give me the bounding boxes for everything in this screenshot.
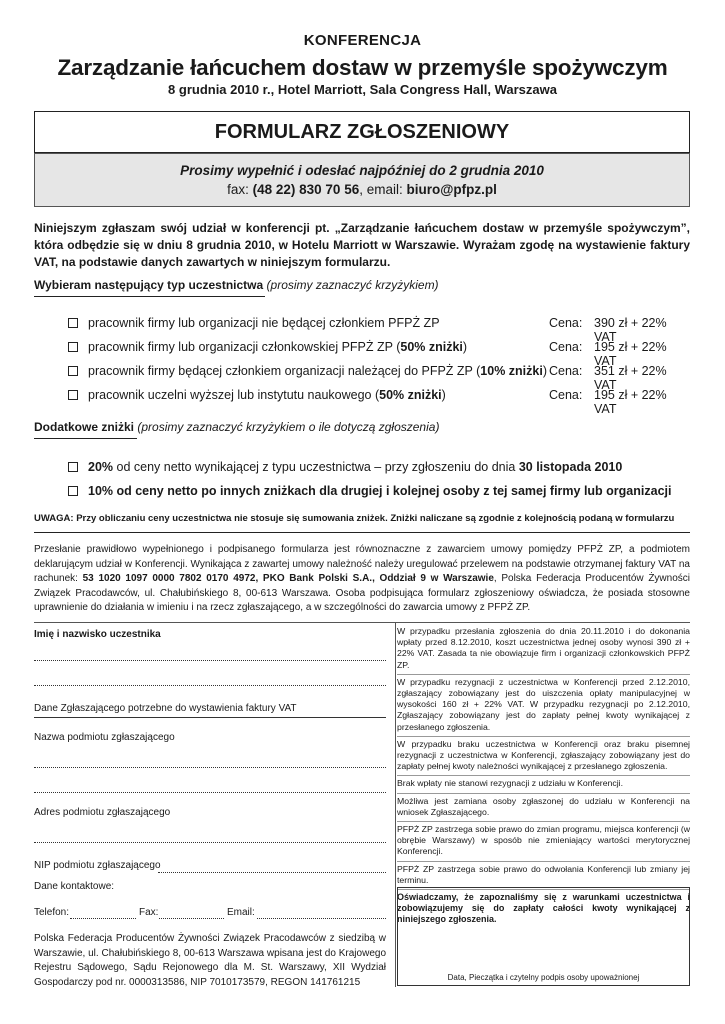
checkbox[interactable] <box>68 342 78 352</box>
option-label: 20% od ceny netto wynikającej z typu uczestnictwa – przy zgłoszeniu do dnia 30 listopada 2010 <box>88 460 623 474</box>
term-item: W przypadku braku uczestnictwa w Konferencji oraz braku pisemnej rezygnacji z uczestnictwa w Konferencji, zgłaszający zobowiązany jest do zapłaty pełnej kwoty należności wynikającej z przesłanego zgłoszenia. <box>397 738 690 772</box>
participant-option[interactable] <box>68 364 690 392</box>
contact-line <box>35 182 689 197</box>
term-item: W przypadku rezygnacji z uczestnictwa w Konferencji przed 2.12.2010, zgłaszający zobowiązany jest do uiszczenia opłaty manipulacyjnej w wysokości 160 zł + 22% VAT. W przypadku rezygnacji po 2.12.2010, Zgłaszający zobowiązany jest do zapłaty pełnej kwoty wynikającej z przesłanego zgłoszenia. <box>397 676 690 732</box>
event-type: KONFERENCJA <box>303 32 422 49</box>
discounts-heading <box>34 420 439 434</box>
term-item: W przypadku przesłania zgłoszenia do dnia 20.11.2010 i do dokonania wpłaty przed 8.12.2010, koszt uczestnictwa jednej osoby wynosi 390 zł + 22% VAT. Zasada ta nie obowiązuje firm i organizacji członkowskich PFPŻ ZP. <box>397 626 690 670</box>
contact-label: Dane kontaktowe: <box>34 881 115 892</box>
divider <box>34 532 690 533</box>
discounts-title: Dodatkowe zniżki <box>34 420 135 434</box>
nip-field[interactable] <box>158 872 386 873</box>
price-value: 195 zł + 22% VAT <box>594 340 667 368</box>
discount-option[interactable] <box>68 460 690 478</box>
participant-type-note: (prosimy zaznaczyć krzyżykiem) <box>263 278 439 292</box>
option-label: pracownik firmy będącej członkiem organizacji należącej do PFPŻ ZP (10% zniżki) <box>88 364 547 378</box>
fax-label: fax: <box>227 182 253 197</box>
fax-field[interactable] <box>159 918 224 919</box>
option-label: pracownik firmy lub organizacji członkowskiej PFPŻ ZP (50% zniżki) <box>88 340 468 354</box>
terms-list <box>397 626 690 929</box>
nip-label: NIP podmiotu zgłaszającego <box>34 860 161 871</box>
participant-option[interactable] <box>68 340 690 368</box>
company-name-label: Nazwa podmiotu zgłaszającego <box>34 732 175 743</box>
term-item: Możliwa jest zamiana osoby zgłaszonej do udziału w Konferencji na wniosek Zgłaszającego. <box>397 795 690 817</box>
warning-text: UWAGA: Przy obliczaniu ceny uczestnictwa nie stosuje się sumowania zniżek. Zniżki naliczane są zgodnie z kolejnością podaną w formularzu <box>34 513 675 524</box>
statement-text: Oświadczamy, że zapoznaliśmy się z warunkami uczestnictwa i zobowiązujemy się do zapłaty całości kwoty wynikającej z niniejszego zgłoszenia. <box>397 892 690 925</box>
price-label: Cena: <box>549 316 583 330</box>
participant-type-heading <box>34 278 439 292</box>
discount-option[interactable] <box>68 484 690 502</box>
email-label: , email: <box>359 182 407 197</box>
participant-name-field[interactable] <box>34 660 386 661</box>
checkbox[interactable] <box>68 462 78 472</box>
section-underline <box>34 296 265 297</box>
fax-number: (48 22) 830 70 56 <box>252 182 360 197</box>
price-value: 195 zł + 22% VAT <box>594 388 667 416</box>
checkbox[interactable] <box>68 318 78 328</box>
option-label: pracownik uczelni wyższej lub instytutu naukowego (50% zniżki) <box>88 388 446 402</box>
phone-field[interactable] <box>70 918 136 919</box>
section-underline <box>34 438 137 439</box>
price-label: Cena: <box>549 364 583 378</box>
address-label: Adres podmiotu zgłaszającego <box>34 807 171 818</box>
invoice-label: Dane Zgłaszającego potrzebne do wystawienia faktury VAT <box>34 703 297 714</box>
discounts-note: (prosimy zaznaczyć krzyżykiem o ile dotyczą zgłoszenia) <box>134 420 440 434</box>
price-value: 390 zł + 22% VAT <box>594 316 667 344</box>
declaration-text: Niniejszym zgłaszam swój udział w konferencji pt. „Zarządzanie łańcuchem dostaw w przemyśle spożywczym”, która odbędzie się w dniu 8 grudnia 2010, w Hotelu Marriott w Warszawie. Wyrażam zgodę na wystawienie faktury VAT, na podstawie danych zawartych w niniejszym formularzu. <box>34 221 690 269</box>
option-label: 10% od ceny netto po innych zniżkach dla drugiej i kolejnej osoby z tej samej firmy lub organizacji <box>88 484 672 498</box>
bank-account: 53 1020 1097 0000 7802 0170 4972, PKO Bank Polski S.A., Oddział 9 w Warszawie <box>82 573 494 585</box>
company-name-field[interactable] <box>34 767 386 768</box>
deadline-text: Prosimy wypełnić i odesłać najpóźniej do 2 grudnia 2010 <box>180 163 544 178</box>
participant-name-field-2[interactable] <box>34 685 386 686</box>
checkbox[interactable] <box>68 366 78 376</box>
column-divider <box>395 622 396 987</box>
fax-field-label: Fax: <box>139 907 159 918</box>
term-item: Brak wpłaty nie stanowi rezygnacji z udziału w Konferencji. <box>397 778 623 789</box>
email-address[interactable]: biuro@pfpz.pl <box>406 182 497 197</box>
signature-label: Data, Pieczątka i czytelny podpis osoby upoważnionej <box>447 973 640 982</box>
email-field-label: Email: <box>227 907 255 918</box>
email-field[interactable] <box>257 918 386 919</box>
price-label: Cena: <box>549 388 583 402</box>
price-value: 351 zł + 22% VAT <box>594 364 667 392</box>
legal-text: Przesłanie prawidłowo wypełnionego i podpisanego formularza jest równoznaczne z zawarciem umowy pomiędzy PFPŻ ZP, a podmiotem deklarującym udział w Konferencji. Wynikająca z zawartej umowy należność należy uregulować przelewem na podstawie otrzymanej faktury VAT na rachunek: 53 1020 1097 0000 7802 0170 4972, PKO Bank Polski S.A., Oddział 9 w Warszawie, Polska Federacja Producentów Żywności Związek Pracodawców, ul. Chałubińskiego 8, 00-613 Warszawa. Osoba podpisująca formularz zgłoszeniowy oświadcza, że posiada stosowne uprawnienie do działania w imieniu i na rzecz zgłaszającego, a w szczególności do zawarcia umowy z PFPŻ ZP. <box>34 544 690 614</box>
deadline-box <box>34 153 690 207</box>
phone-label: Telefon: <box>34 907 70 918</box>
address-field[interactable] <box>34 842 386 843</box>
divider <box>34 622 690 623</box>
conference-title: Zarządzanie łańcuchem dostaw w przemyśle spożywczym <box>57 55 668 80</box>
invoice-underline <box>34 717 386 718</box>
conference-subtitle: 8 grudnia 2010 r., Hotel Marriott, Sala Congress Hall, Warszawa <box>168 82 557 97</box>
checkbox[interactable] <box>68 390 78 400</box>
price-label: Cena: <box>549 340 583 354</box>
form-title-box <box>34 111 690 153</box>
form-title: FORMULARZ ZGŁOSZENIOWY <box>214 121 510 143</box>
term-item: PFPŻ ZP zastrzega sobie prawo do zmian programu, miejsca konferencji (w obrębie Warszawy) w sposób nie zmieniający wartości merytorycznej Konferencji. <box>397 824 690 857</box>
organizer-info: Polska Federacja Producentów Żywności Związek Pracodawców z siedzibą w Warszawie, ul. Chałubińskiego 8, 00-613 Warszawa wpisana jest do Krajowego Rejestru Sądowego, Sądu Rejonowego dla M. St. Warszawy, XII Wydział Gospodarczy pod nr. 0000313586, NIP 7010173579, REGON 141761215 <box>34 933 386 988</box>
checkbox[interactable] <box>68 486 78 496</box>
term-item: PFPŻ ZP zastrzega sobie prawo do odwołania Konferencji lub zmiany jej terminu. <box>397 863 690 885</box>
participant-option[interactable] <box>68 316 690 344</box>
participant-option[interactable] <box>68 388 690 416</box>
company-name-field-2[interactable] <box>34 792 386 793</box>
participant-name-label: Imię i nazwisko uczestnika <box>34 629 161 640</box>
participant-type-title: Wybieram następujący typ uczestnictwa <box>34 278 264 292</box>
signature-box[interactable] <box>397 887 690 986</box>
option-label: pracownik firmy lub organizacji nie będącej członkiem PFPŻ ZP <box>88 316 440 330</box>
